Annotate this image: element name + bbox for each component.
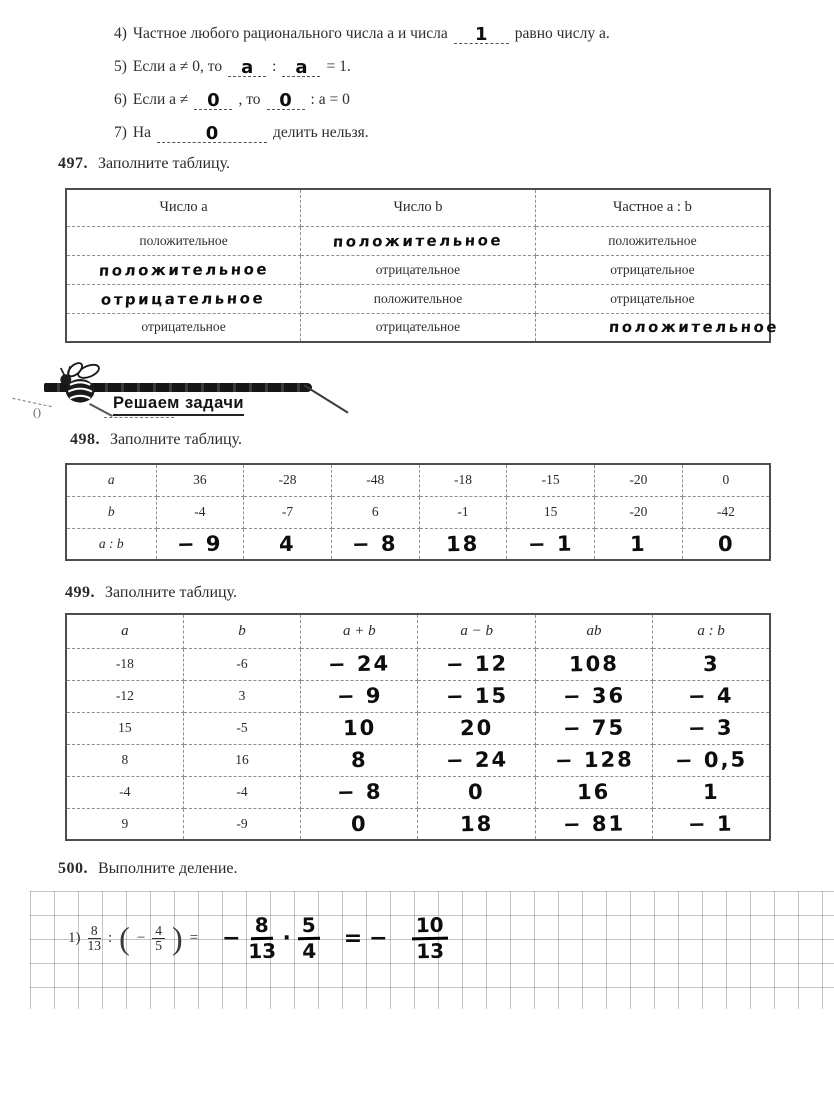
table-cell: [301, 284, 536, 313]
handwritten-answer: − 3: [688, 715, 735, 741]
table-row: [66, 744, 770, 776]
handwritten-equals: =: [343, 926, 363, 951]
table-cell: [66, 255, 301, 284]
handwritten-answer: 1: [629, 531, 647, 556]
handwritten-answer: a: [241, 57, 254, 78]
table-cell: -4: [183, 776, 300, 808]
rule-number: 6): [114, 91, 127, 108]
column-header: Частное a : b: [535, 189, 770, 226]
graph-paper: [30, 891, 834, 1009]
table-499: [65, 613, 771, 841]
table-cell: -42: [682, 496, 770, 528]
item-number: 1): [68, 930, 81, 946]
table-cell: [535, 776, 652, 808]
table-cell: [301, 226, 536, 255]
table-cell: [419, 528, 507, 560]
cell-text: отрицательное: [610, 290, 695, 306]
table-cell: [595, 528, 683, 560]
rule-number: 5): [114, 58, 127, 75]
numerator: 5: [297, 915, 319, 940]
rule-item-6: [114, 90, 610, 117]
table-cell: [418, 808, 535, 840]
handwritten-minus: −: [369, 926, 388, 951]
handwritten-answer: 1: [702, 779, 720, 805]
problem-499-heading: [65, 584, 237, 602]
problem-497-heading: [58, 155, 230, 173]
table-cell: [535, 744, 652, 776]
table-cell: [653, 648, 770, 680]
bee-icon: [54, 360, 108, 413]
rule-item-5: [114, 57, 610, 84]
column-header: a + b: [301, 614, 418, 648]
denominator: 13: [247, 938, 276, 964]
banner-diagonal: [303, 384, 348, 413]
table-header-row: [66, 189, 770, 226]
banner-under-dash: [104, 417, 174, 418]
handwritten-answer: − 75: [562, 715, 626, 741]
table-cell: -20: [595, 464, 683, 496]
handwritten-answer: − 9: [176, 531, 223, 557]
table-cell: 8: [66, 744, 183, 776]
table-cell: [507, 528, 595, 560]
handwritten-answer: − 15: [445, 683, 508, 709]
denominator: 13: [87, 938, 101, 953]
rule-text: = 1.: [326, 58, 351, 75]
table-cell: [653, 680, 770, 712]
numerator: 4: [152, 924, 165, 939]
table-cell: -15: [507, 464, 595, 496]
denominator: 4: [301, 938, 317, 964]
handwritten-answer: − 8: [352, 531, 399, 557]
fill-blank: [157, 123, 267, 143]
table-cell: [535, 284, 770, 313]
table-cell: -6: [183, 648, 300, 680]
table-cell: [66, 284, 301, 313]
denominator: 13: [415, 938, 444, 964]
table-cell: [535, 255, 770, 284]
rule-item-4: [114, 24, 610, 51]
handwritten-dot: ·: [282, 926, 291, 951]
close-paren: ): [172, 920, 183, 957]
table-cell: 9: [66, 808, 183, 840]
handwritten-answer: 3: [702, 651, 720, 677]
fill-blank: [228, 57, 266, 77]
handwritten-answer: 0: [279, 90, 292, 111]
table-cell: [653, 808, 770, 840]
table-cell: -12: [66, 680, 183, 712]
column-header: Число a: [66, 189, 301, 226]
table-row: [66, 528, 770, 560]
table-cell: [301, 744, 418, 776]
problem-title: Заполните таблицу.: [110, 431, 242, 448]
table-cell: [653, 744, 770, 776]
table-row: [66, 464, 770, 496]
handwritten-minus: −: [222, 926, 241, 951]
handwritten-answer: положительное: [332, 230, 504, 251]
handwritten-answer: − 24: [328, 651, 391, 677]
rule-text: :: [272, 58, 277, 75]
cell-text: положительное: [139, 232, 228, 248]
problem-title: Выполните деление.: [98, 860, 238, 877]
handwritten-answer: 108: [568, 651, 620, 677]
table-cell: [418, 744, 535, 776]
table-row: [66, 255, 770, 284]
column-header: ab: [535, 614, 652, 648]
table-cell: [301, 255, 536, 284]
fill-blank: [194, 90, 232, 110]
printed-fraction: [88, 924, 102, 953]
rule-item-7: [114, 123, 610, 150]
table-cell: -18: [66, 648, 183, 680]
table-row: [66, 680, 770, 712]
column-header: b: [183, 614, 300, 648]
problem-number: 498.: [70, 431, 100, 448]
handwritten-answer: 20: [459, 715, 494, 741]
handwritten-answer: положительное: [97, 259, 270, 280]
table-cell: [301, 313, 536, 342]
table-cell: 15: [507, 496, 595, 528]
printed-fraction: [152, 924, 165, 953]
handwritten-answer: 0: [468, 779, 486, 805]
minus-sign: −: [136, 930, 146, 946]
handwritten-answer: − 128: [554, 747, 634, 773]
fill-blank: [454, 24, 509, 44]
rule-text: На: [132, 124, 151, 141]
section-banner-label: Решаем задачи: [113, 394, 244, 416]
fill-blank: [267, 90, 305, 110]
table-cell: [682, 528, 770, 560]
denominator: 5: [155, 938, 163, 953]
cell-text: положительное: [373, 290, 463, 306]
problem-number: 500.: [58, 860, 88, 877]
problem-number: 497.: [58, 155, 88, 172]
handwritten-answer: отрицательное: [100, 288, 267, 309]
handwritten-answer: − 4: [688, 683, 735, 709]
handwritten-answer: 0: [350, 811, 368, 836]
handwritten-answer: 18: [446, 531, 480, 557]
table-cell: -9: [183, 808, 300, 840]
handwritten-answer: − 24: [445, 747, 508, 773]
table-row: [66, 496, 770, 528]
table-498: [65, 463, 771, 561]
table-cell: 16: [183, 744, 300, 776]
row-label: b: [66, 496, 156, 528]
numerator: 8: [88, 924, 101, 939]
cell-text: положительное: [608, 232, 697, 248]
column-header: a − b: [418, 614, 535, 648]
table-cell: 15: [66, 712, 183, 744]
problem-title: Заполните таблицу.: [98, 155, 230, 172]
rule-text: Если a ≠: [132, 91, 189, 108]
table-cell: [535, 226, 770, 255]
table-cell: 0: [682, 464, 770, 496]
table-cell: [653, 776, 770, 808]
handwritten-answer: − 9: [336, 683, 383, 709]
table-cell: 36: [156, 464, 244, 496]
table-row: [66, 313, 770, 342]
table-row: [66, 808, 770, 840]
table-cell: [156, 528, 244, 560]
numerator: 8: [250, 915, 272, 940]
handwritten-fraction: [247, 912, 276, 964]
division-sign: :: [108, 930, 113, 946]
handwritten-answer: 16: [577, 779, 611, 805]
handwritten-fraction: [297, 912, 320, 964]
cell-text: отрицательное: [141, 319, 226, 335]
table-cell: [331, 528, 419, 560]
table-row: [66, 776, 770, 808]
cell-text: отрицательное: [375, 261, 461, 277]
cell-text: отрицательное: [610, 261, 695, 277]
handwritten-answer: положительное: [608, 318, 781, 337]
column-header: a: [66, 614, 183, 648]
rule-text: Частное любого рационального числа a и числа: [132, 25, 448, 42]
handwritten-answer: − 1: [688, 811, 735, 837]
handwritten-answer: − 8: [336, 779, 383, 805]
table-header-row: [66, 614, 770, 648]
rule-text: делить нельзя.: [273, 124, 369, 141]
open-paren: (: [119, 920, 130, 957]
table-cell: -4: [66, 776, 183, 808]
handwritten-answer: 4: [279, 531, 297, 556]
handwritten-answer: − 81: [562, 811, 626, 837]
table-cell: [66, 226, 301, 255]
row-label: a: [66, 464, 156, 496]
problem-500-heading: [58, 860, 238, 878]
table-cell: [535, 808, 652, 840]
equals-sign: =: [189, 930, 199, 946]
table-cell: [418, 776, 535, 808]
table-cell: [418, 680, 535, 712]
table-cell: -5: [183, 712, 300, 744]
table-497: [65, 188, 781, 343]
table-row: [66, 226, 770, 255]
banner-left-squiggle: (): [33, 405, 41, 419]
table-row: [66, 712, 770, 744]
numerator: 10: [411, 915, 447, 941]
table-cell: [301, 648, 418, 680]
table-cell: [301, 680, 418, 712]
problem-title: Заполните таблицу.: [105, 584, 237, 601]
table-cell: [301, 712, 418, 744]
rules-list: [114, 24, 610, 150]
problem-498-heading: [70, 431, 242, 449]
table-cell: [653, 712, 770, 744]
table-cell: -20: [595, 496, 683, 528]
handwritten-answer: − 1: [527, 531, 574, 557]
table-cell: 6: [331, 496, 419, 528]
table-cell: [535, 648, 652, 680]
problem-number: 499.: [65, 584, 95, 601]
table-cell: [244, 528, 332, 560]
table-cell: -18: [419, 464, 507, 496]
table-cell: -48: [331, 464, 419, 496]
column-header: Число b: [301, 189, 536, 226]
cell-text: отрицательное: [375, 319, 461, 335]
table-cell: -28: [244, 464, 332, 496]
table-row: [66, 284, 770, 313]
table-cell: -1: [419, 496, 507, 528]
table-cell: [418, 712, 535, 744]
column-header: a : b: [653, 614, 770, 648]
handwritten-answer: 0: [207, 90, 220, 111]
table-cell: [301, 776, 418, 808]
table-cell: -7: [244, 496, 332, 528]
division-equation: [68, 912, 447, 964]
table-cell: [535, 313, 781, 342]
rule-number: 4): [114, 25, 127, 42]
handwritten-answer: a: [295, 57, 308, 78]
table-row: [66, 648, 770, 680]
table-cell: [301, 808, 418, 840]
rule-text: равно числу a.: [514, 25, 610, 42]
handwritten-answer: 1: [475, 24, 488, 45]
table-cell: [535, 680, 652, 712]
handwritten-answer: 18: [459, 811, 494, 837]
handwritten-answer: 0: [205, 123, 219, 144]
table-cell: [418, 648, 535, 680]
handwritten-answer: 10: [342, 715, 377, 741]
rule-number: 7): [114, 124, 127, 141]
row-label: a : b: [66, 528, 156, 560]
rule-text: Если a ≠ 0, то: [132, 58, 223, 75]
handwritten-answer: − 0,5: [674, 747, 748, 773]
handwritten-fraction: [411, 912, 448, 964]
handwritten-answer: − 36: [562, 683, 626, 709]
handwritten-answer: 0: [717, 531, 735, 556]
handwritten-answer: 8: [350, 747, 368, 773]
table-cell: -4: [156, 496, 244, 528]
handwritten-answer: − 12: [445, 651, 508, 677]
rule-text: , то: [238, 91, 261, 108]
banner-left-dash: [12, 398, 51, 407]
fill-blank: [282, 57, 320, 77]
table-cell: 3: [183, 680, 300, 712]
table-cell: [66, 313, 301, 342]
rule-text: : a = 0: [310, 91, 350, 108]
table-cell: [535, 712, 652, 744]
